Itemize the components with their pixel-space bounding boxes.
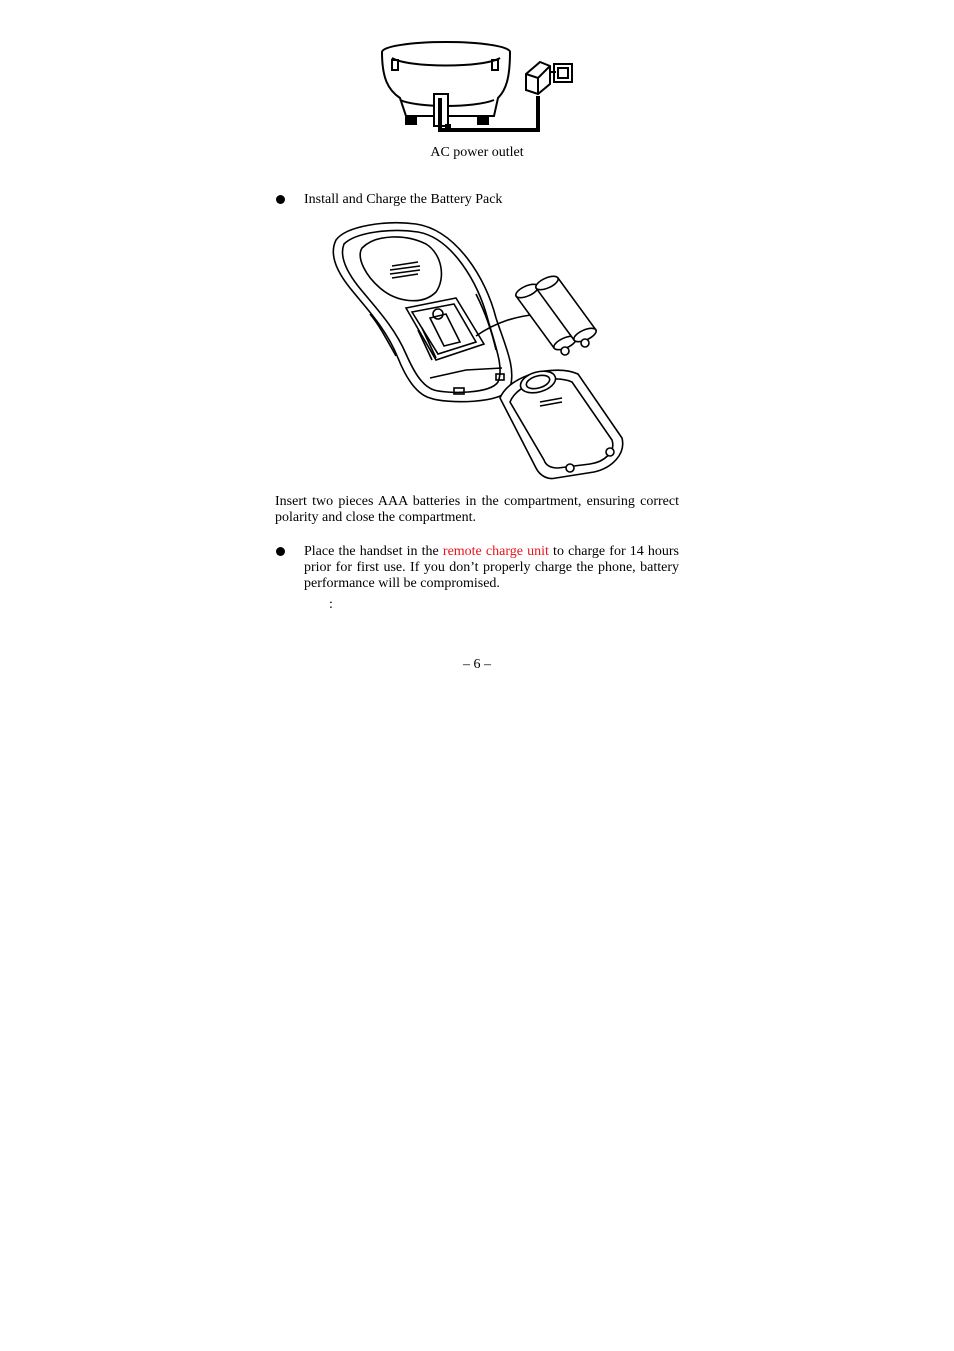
handset-battery-illustration <box>326 218 626 480</box>
page-number: – 6 – <box>463 657 491 672</box>
charger-illustration <box>378 38 578 134</box>
bullet-charge-text <box>304 544 679 592</box>
text-segment: to charge for 14 hours prior for first use. If you don’t properly charge the phone, battery performance will be compromised. <box>304 544 680 591</box>
highlighted-term: remote charge unit <box>442 544 549 559</box>
instruction-paragraph: Insert two pieces AAA batteries in the compartment, ensuring correct polarity and close the compartment. <box>275 494 679 525</box>
stray-mark: : <box>329 597 333 612</box>
bullet-marker <box>276 547 285 556</box>
bullet-marker <box>276 195 285 204</box>
text-segment: Place the handset in the <box>304 544 443 559</box>
bullet-heading: Install and Charge the Battery Pack <box>304 192 503 207</box>
figure-caption: AC power outlet <box>430 145 524 160</box>
